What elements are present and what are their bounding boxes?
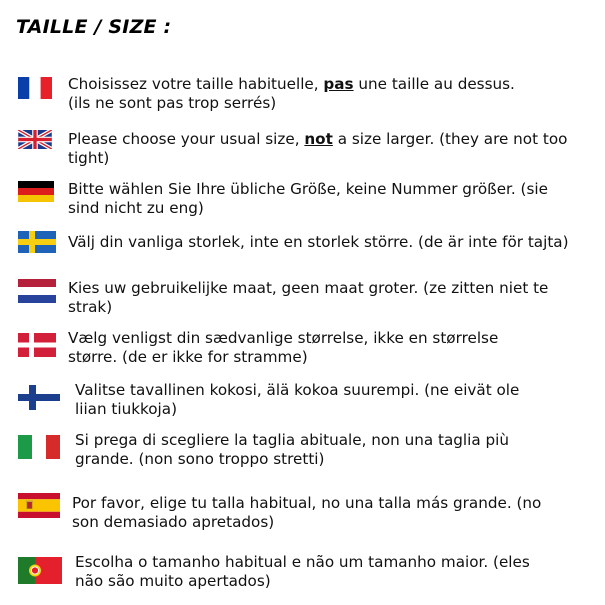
italy-flag-icon: [18, 435, 60, 459]
portugal-flag-icon: [18, 557, 62, 584]
size-instruction-en: Please choose your usual size, not a size larger. (they are not too tight): [68, 130, 568, 167]
size-instruction-es: Por favor, elige tu talla habitual, no una talla más grande. (no son demasiado apretados): [72, 494, 542, 531]
size-instruction-it: Si prega di scegliere la taglia abituale, non una taglia più grande. (non sono troppo stretti): [75, 431, 509, 468]
uk-flag-icon: [18, 130, 52, 149]
size-instruction-de: Bitte wählen Sie Ihre übliche Größe, keine Nummer größer. (sie sind nicht zu eng): [68, 180, 548, 217]
size-instruction-fi: Valitse tavallinen kokosi, älä kokoa suurempi. (ne eivät ole liian tiukkoja): [75, 381, 520, 418]
denmark-flag-icon: [18, 333, 56, 357]
spain-flag-icon: [18, 493, 60, 518]
sweden-flag-icon: [18, 231, 56, 253]
size-instruction-sv: Välj din vanliga storlek, inte en storlek större. (de är inte för tajta): [68, 233, 569, 251]
finland-flag-icon: [18, 385, 60, 410]
size-instruction-da: Vælg venligst din sædvanlige størrelse, ikke en størrelse større. (de er ikke for stramme): [68, 329, 499, 366]
germany-flag-icon: [18, 181, 54, 202]
netherlands-flag-icon: [18, 279, 56, 303]
france-flag-icon: [18, 77, 52, 99]
size-instruction-nl: Kies uw gebruikelijke maat, geen maat groter. (ze zitten niet te strak): [68, 279, 549, 316]
size-instruction-pt: Escolha o tamanho habitual e não um tamanho maior. (eles não são muito apertados): [75, 553, 530, 590]
page-title: TAILLE / SIZE :: [16, 16, 172, 38]
size-instruction-fr: Choisissez votre taille habituelle, pas une taille au dessus. (ils ne sont pas trop serrés): [68, 75, 515, 112]
